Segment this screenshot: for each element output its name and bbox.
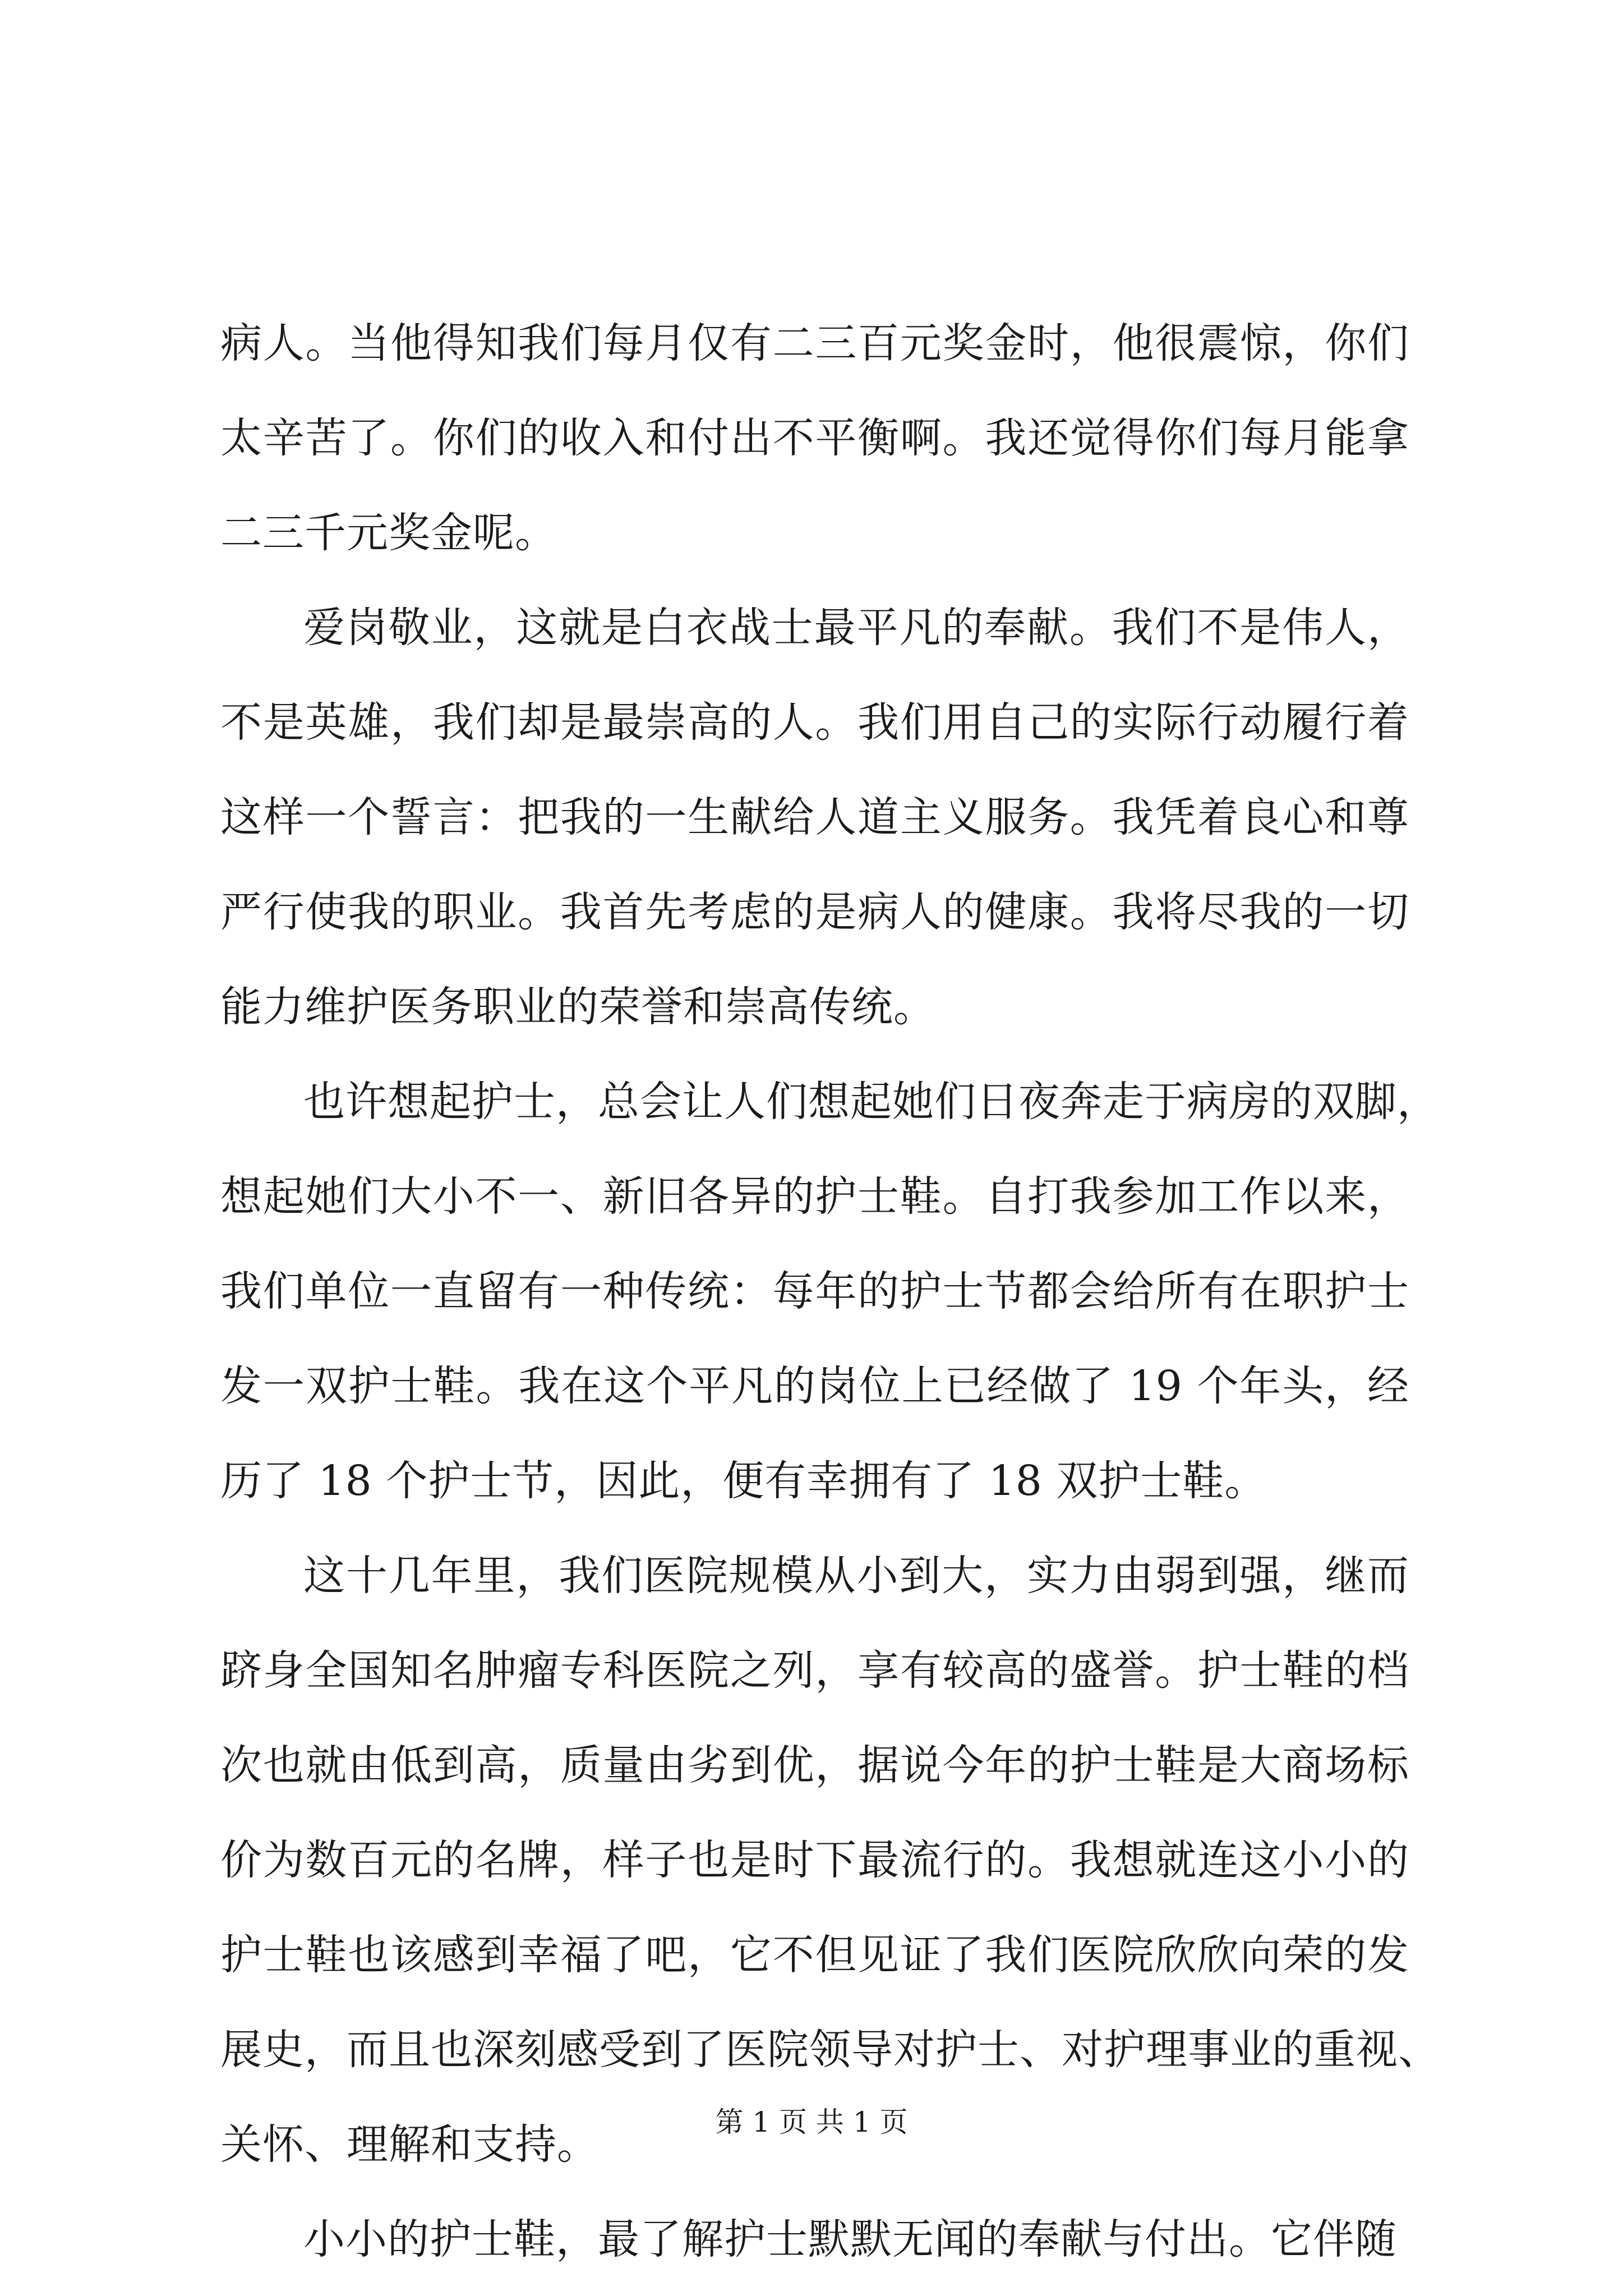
text-line: 严行使我的职业。我首先考虑的是病人的健康。我将尽我的一切 (220, 888, 1409, 936)
text-line: 跻身全国知名肿瘤专科医院之列，享有较高的盛誉。护士鞋的档 (220, 1646, 1409, 1695)
paragraph-first-line: 爱岗敬业，这就是白衣战士最平凡的奉献。我们不是伟人， (303, 604, 1409, 652)
text-line: 护士鞋也该感到幸福了吧，它不但见证了我们医院欣欣向荣的发 (220, 1931, 1409, 1979)
page-footer: 第 1 页 共 1 页 (715, 2106, 908, 2138)
text-line: 不是英雄，我们却是最崇高的人。我们用自己的实际行动履行着 (220, 698, 1409, 747)
text-line: 关怀、理解和支持。 (220, 2120, 599, 2169)
paragraph-first-line: 这十几年里，我们医院规模从小到大，实力由弱到强，继而 (303, 1552, 1409, 1600)
document-body (220, 296, 1440, 2287)
text-line: 次也就由低到高，质量由劣到优，据说今年的护士鞋是大商场标 (220, 1741, 1409, 1789)
text-line: 发一双护士鞋。我在这个平凡的岗位上已经做了 19 个年头，经 (220, 1362, 1409, 1410)
paragraph-first-line: 小小的护士鞋，最了解护士默默无闻的奉献与付出。它伴随 (303, 2215, 1397, 2263)
text-line: 病人。当他得知我们每月仅有二三百元奖金时，他很震惊，你们 (220, 319, 1409, 367)
text-line: 历了 18 个护士节，因此，便有幸拥有了 18 双护士鞋。 (220, 1457, 1267, 1505)
text-line: 想起她们大小不一、新旧各异的护士鞋。自打我参加工作以来， (220, 1172, 1409, 1221)
text-line: 我们单位一直留有一种传统：每年的护士节都会给所有在职护士 (220, 1267, 1409, 1315)
text-line: 展史，而且也深刻感受到了医院领导对护士、对护理事业的重视、 (220, 2026, 1440, 2074)
paragraph-first-line: 也许想起护士，总会让人们想起她们日夜奔走于病房的双脚， (303, 1078, 1439, 1126)
text-line: 这样一个誓言：把我的一生献给人道主义服务。我凭着良心和尊 (220, 793, 1409, 841)
text-line: 二三千元奖金呢。 (220, 509, 557, 557)
text-line: 能力维护医务职业的荣誉和崇高传统。 (220, 983, 935, 1031)
text-line: 价为数百元的名牌，样子也是时下最流行的。我想就连这小小的 (220, 1836, 1409, 1884)
text-line: 太辛苦了。你们的收入和付出不平衡啊。我还觉得你们每月能拿 (220, 414, 1409, 462)
